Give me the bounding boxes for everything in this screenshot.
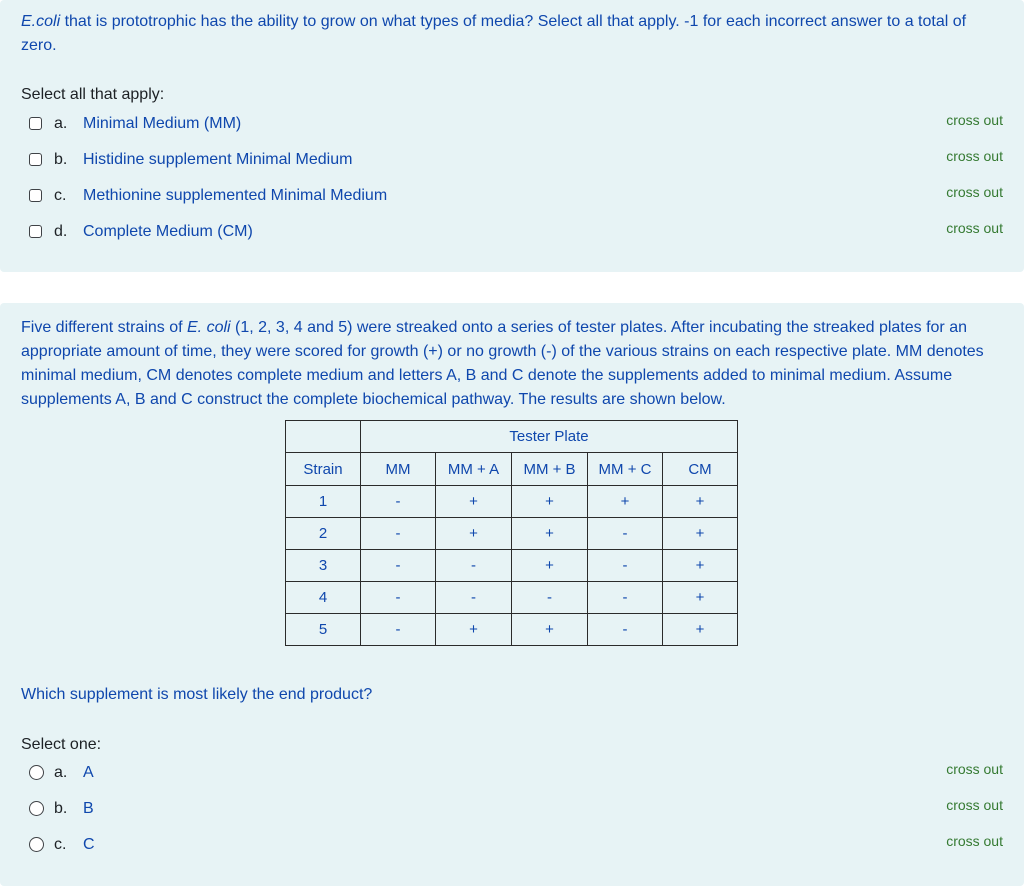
question-2-text: Which supplement is most likely the end product?	[21, 686, 373, 703]
col-header-mm-a: MM + A	[436, 453, 512, 486]
option-c[interactable]	[29, 185, 1003, 207]
result-cell: +	[436, 486, 512, 518]
table-row	[286, 486, 738, 518]
result-cell: +	[663, 582, 738, 614]
checkbox-d[interactable]	[29, 225, 42, 238]
question-2-paragraph	[21, 316, 996, 412]
option-letter: b.	[54, 151, 68, 168]
result-cell: +	[588, 486, 663, 518]
option-letter: c.	[54, 836, 67, 853]
checkbox-a[interactable]	[29, 117, 42, 130]
result-cell: -	[436, 550, 512, 582]
result-cell: -	[588, 582, 663, 614]
col-header-mm: MM	[361, 453, 436, 486]
result-cell: +	[436, 614, 512, 646]
result-cell: +	[512, 550, 588, 582]
table-row	[286, 550, 738, 582]
option-letter: d.	[54, 223, 68, 240]
option-a[interactable]	[29, 762, 1003, 784]
result-cell: -	[361, 518, 436, 550]
option-letter: c.	[54, 187, 67, 204]
paragraph-part: (1, 2, 3, 4 and 5) were streaked onto a series of tester plates. After incubating the streaked plates for an appropriate amount of time, they were scored for growth (+) or no growth (-) of the various strains on each respective plate. MM denotes minimal medium, CM denotes complete medium and letters A, B and C denote the supplements added to minimal medium. Assume supplements A, B and C construct the complete biochemical pathway. The results are shown below.	[21, 319, 984, 408]
strain-cell: 3	[286, 550, 361, 582]
result-cell: +	[436, 518, 512, 550]
cross-out-link[interactable]: cross out	[946, 220, 1003, 236]
option-label[interactable]: A	[83, 764, 94, 781]
option-c[interactable]	[29, 834, 1003, 856]
result-cell: +	[663, 486, 738, 518]
option-label[interactable]: Methionine supplemented Minimal Medium	[83, 187, 388, 204]
result-cell: +	[512, 486, 588, 518]
paragraph-part: Five different strains of	[21, 319, 187, 336]
result-cell: -	[361, 550, 436, 582]
strain-cell: 5	[286, 614, 361, 646]
cross-out-link[interactable]: cross out	[946, 184, 1003, 200]
option-label[interactable]: Minimal Medium (MM)	[83, 115, 242, 132]
cross-out-link[interactable]: cross out	[946, 797, 1003, 813]
result-cell: -	[588, 550, 663, 582]
tester-plate-table	[285, 420, 738, 646]
option-d[interactable]	[29, 221, 1003, 243]
question-2-card	[0, 303, 1024, 886]
radio-a[interactable]	[29, 765, 44, 780]
option-b[interactable]	[29, 798, 1003, 820]
table-row	[286, 614, 738, 646]
question-1-text-body: that is prototrophic has the ability to grow on what types of media? Select all that apply. -1 for each incorrect answer to a total of zero.	[21, 13, 967, 54]
checkbox-b[interactable]	[29, 153, 42, 166]
question-1-organism: E.coli	[21, 13, 61, 30]
select-one-prompt: Select one:	[21, 736, 102, 753]
result-cell: +	[663, 614, 738, 646]
cross-out-link[interactable]: cross out	[946, 148, 1003, 164]
result-cell: -	[512, 582, 588, 614]
table-title: Tester Plate	[361, 421, 738, 453]
col-header-mm-b: MM + B	[512, 453, 588, 486]
result-cell: -	[588, 614, 663, 646]
radio-c[interactable]	[29, 837, 44, 852]
strain-cell: 1	[286, 486, 361, 518]
radio-b[interactable]	[29, 801, 44, 816]
option-letter: a.	[54, 764, 68, 781]
strain-cell: 2	[286, 518, 361, 550]
option-label[interactable]: Histidine supplement Minimal Medium	[83, 151, 353, 168]
option-letter: b.	[54, 800, 68, 817]
result-cell: -	[588, 518, 663, 550]
strain-cell: 4	[286, 582, 361, 614]
option-label[interactable]: Complete Medium (CM)	[83, 223, 253, 240]
option-letter: a.	[54, 115, 68, 132]
cross-out-link[interactable]: cross out	[946, 761, 1003, 777]
result-cell: -	[436, 582, 512, 614]
option-label[interactable]: C	[83, 836, 95, 853]
col-header-strain: Strain	[286, 453, 361, 486]
option-label[interactable]: B	[83, 800, 94, 817]
col-header-cm: CM	[663, 453, 738, 486]
table-row	[286, 518, 738, 550]
checkbox-c[interactable]	[29, 189, 42, 202]
option-b[interactable]	[29, 149, 1003, 171]
result-cell: +	[512, 614, 588, 646]
cross-out-link[interactable]: cross out	[946, 833, 1003, 849]
option-a[interactable]	[29, 113, 1003, 135]
result-cell: +	[663, 550, 738, 582]
cross-out-link[interactable]: cross out	[946, 112, 1003, 128]
table-corner-cell	[286, 421, 361, 453]
select-all-prompt: Select all that apply:	[21, 86, 165, 103]
result-cell: +	[663, 518, 738, 550]
question-1-card	[0, 0, 1024, 272]
result-cell: -	[361, 614, 436, 646]
question-1-text	[21, 10, 996, 58]
result-cell: -	[361, 486, 436, 518]
col-header-mm-c: MM + C	[588, 453, 663, 486]
result-cell: +	[512, 518, 588, 550]
result-cell: -	[361, 582, 436, 614]
table-row	[286, 582, 738, 614]
paragraph-organism: E. coli	[187, 319, 231, 336]
